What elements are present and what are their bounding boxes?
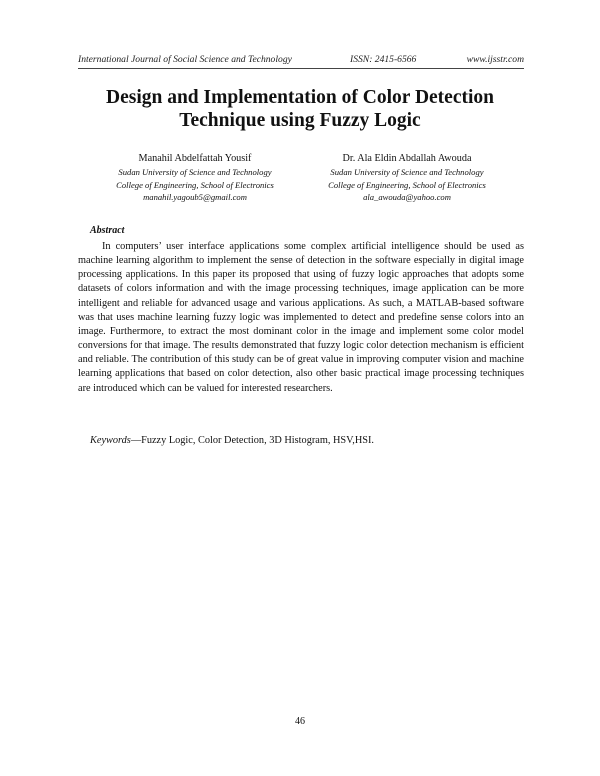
title-line-2: Technique using Fuzzy Logic <box>179 110 421 131</box>
keywords <box>90 435 374 446</box>
author-college: College of Engineering, School of Electronics <box>116 179 274 190</box>
author-email: manahil.yagoub5@gmail.com <box>143 192 247 203</box>
journal-name: International Journal of Social Science and Technology <box>78 54 292 65</box>
abstract-body: In computers’ user interface applications some complex artificial intelligence should be used as machine learning algorithm to implement the sense of detection in the software especially in digital image processing applications. In this paper its proposed that using of fuzzy logic approaches that adopts some datasets of colors information and with the image processing techniques, image application can be more intelligent and reliable for advanced usage and various applications. As such, a MATLAB-based software was that uses machine learning fuzzy logic was implemented to detect and predefine sense colors into an image. Furthermore, to extract the most dominant color in the image and implement some color model conversions for that image. The results demonstrated that fuzzy logic color detection mechanism is efficient and reliable. The contribution of this study can be of great value in improving computer vision and machine learning applications that based on color detection, also other basic practical image processing techniques are introduced which can be valued for interested researchers. <box>78 241 524 394</box>
issn: ISSN: 2415-6566 <box>350 54 417 65</box>
title-line-1: Design and Implementation of Color Detection <box>106 87 494 108</box>
author-name: Manahil Abdelfattah Yousif <box>138 153 252 164</box>
keywords-separator: — <box>130 435 142 446</box>
author-name: Dr. Ala Eldin Abdallah Awouda <box>342 153 472 164</box>
author-block <box>0 152 600 212</box>
author-college: College of Engineering, School of Electronics <box>328 179 486 190</box>
page-number: 46 <box>295 716 305 727</box>
keywords-text: Fuzzy Logic, Color Detection, 3D Histogram, HSV,HSI. <box>141 435 375 446</box>
author-1 <box>75 152 315 204</box>
header-divider <box>78 68 524 69</box>
author-university: Sudan University of Science and Technology <box>118 167 272 177</box>
author-2 <box>287 152 527 204</box>
keywords-label: Keywords <box>90 435 131 446</box>
author-email: ala_awouda@yahoo.com <box>363 192 451 203</box>
journal-url: www.ijsstr.com <box>466 54 524 65</box>
abstract-heading: Abstract <box>90 225 125 236</box>
author-university: Sudan University of Science and Technology <box>330 167 484 177</box>
paper-title <box>60 86 540 132</box>
running-header <box>78 54 524 68</box>
